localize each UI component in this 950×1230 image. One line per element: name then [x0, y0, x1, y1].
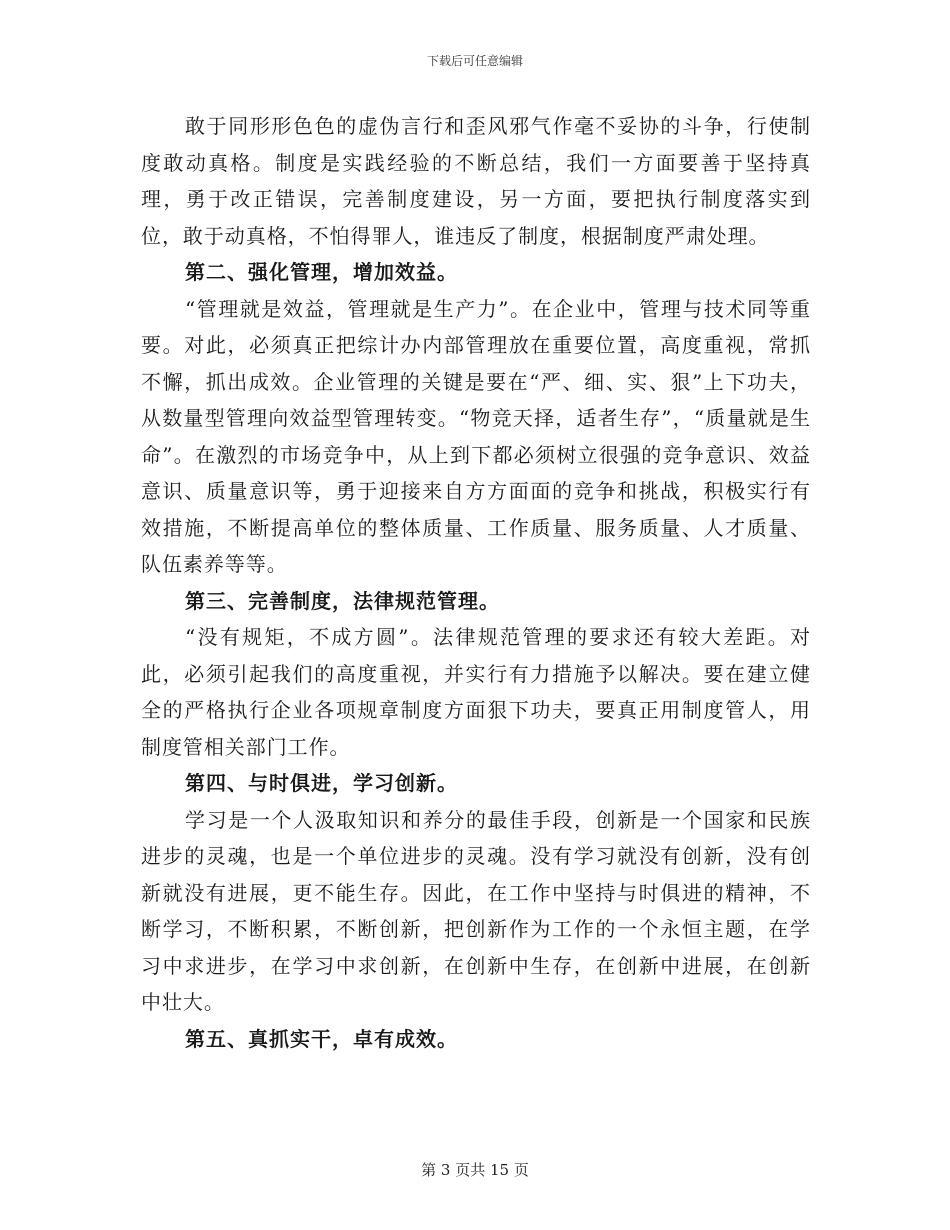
page-footer: 第 3 页共 15 页	[421, 1161, 529, 1179]
paragraph-institution-enforcement: 敢于同形形色色的虚伪言行和歪风邪气作毫不妥协的斗争，行使制度敢动真格。制度是实践经验的不断总结，我们一方面要善于坚持真理，勇于改正错误，完善制度建设，另一方面，要把执行制度落实到位，敢于动真格，不怕得罪人，谁违反了制度，根据制度严肃处理。	[141, 114, 811, 248]
paragraph-management: “管理就是效益，管理就是生产力”。在企业中，管理与技术同等重要。对此，必须真正把综计办内部管理放在重要位置，高度重视，常抓不懈，抓出成效。企业管理的关键是要在“严、细、实、狠”上下功夫，从数量型管理向效益型管理转变。“物竞天择，适者生存”，“质量就是生命”。在激烈的市场竞争中，从上到下都必须树立很强的竞争意识、效益意识、质量意识等，勇于迎接来自方方面面的竞争和挑战，积极实行有效措施，不断提高单位的整体质量、工作质量、服务质量、人才质量、队伍素养等等。	[141, 296, 811, 576]
paragraph-innovation: 学习是一个人汲取知识和养分的最佳手段，创新是一个国家和民族进步的灵魂，也是一个单位进步的灵魂。没有学习就没有创新，没有创新就没有进展，更不能生存。因此，在工作中坚持与时俱进的精神，不断学习，不断积累，不断创新，把创新作为工作的一个永恒主题，在学习中求进步，在学习中求创新，在创新中生存，在创新中进展，在创新中壮大。	[141, 807, 811, 1014]
paragraph-regulation: “没有规矩，不成方圆”。法律规范管理的要求还有较大差距。对此，必须引起我们的高度重视，并实行有力措施予以解决。要在建立健全的严格执行企业各项规章制度方面狠下功夫，要真正用制度管人，用制度管相关部门工作。	[141, 625, 811, 759]
section-heading-3: 第三、完善制度，法律规范管理。	[185, 588, 500, 613]
page-header: 下载后可任意编辑	[426, 54, 523, 68]
document-body	[141, 108, 811, 1057]
section-heading-2: 第二、强化管理，增加效益。	[185, 260, 458, 284]
section-heading-5: 第五、真抓实干，卓有成效。	[185, 1026, 458, 1051]
section-heading-4: 第四、与时俱进，学习创新。	[185, 771, 458, 795]
